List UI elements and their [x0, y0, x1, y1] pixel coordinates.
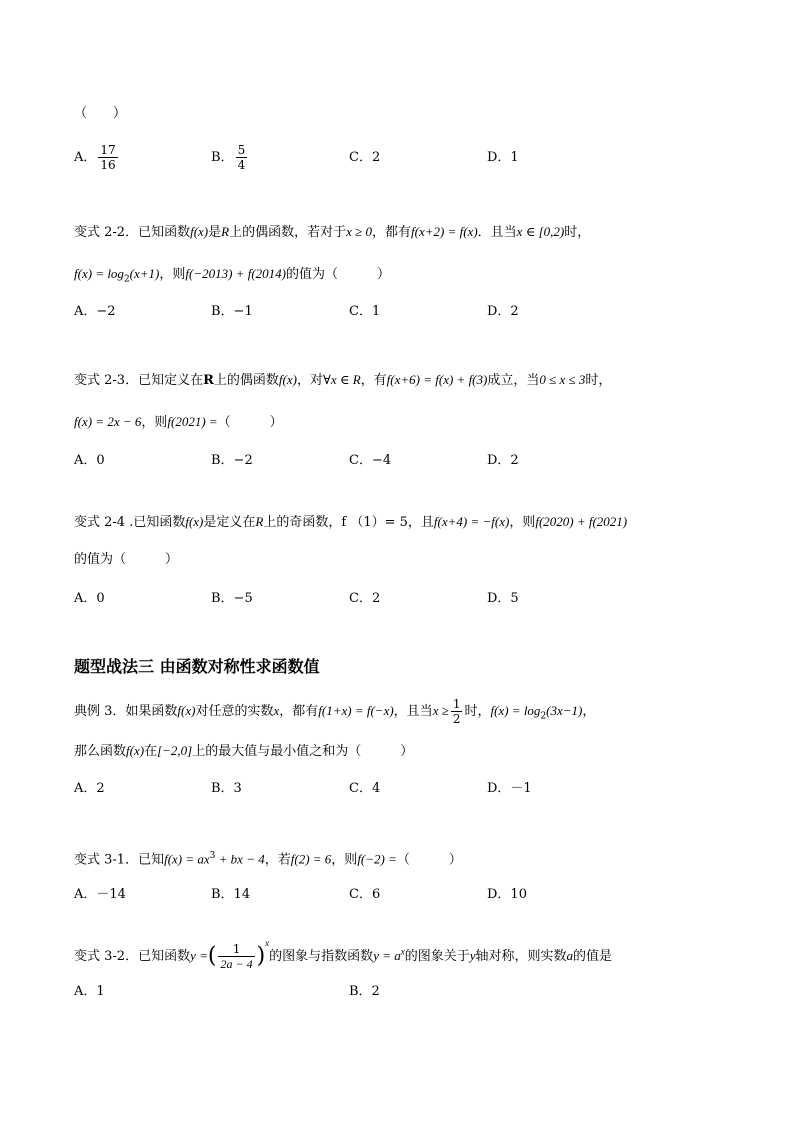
- option-b: [211, 143, 249, 173]
- text: 是: [208, 225, 222, 240]
- text: ，: [582, 704, 596, 719]
- text: 的值是: [573, 949, 613, 964]
- text: 变式 2-2．已知函数: [74, 225, 191, 240]
- math: x ≥: [432, 703, 449, 718]
- text: ，则: [331, 852, 358, 868]
- math: R: [255, 514, 264, 529]
- variant-2-2-line-2: [74, 264, 390, 290]
- math: f(2) = 6: [290, 851, 332, 867]
- math: f(x+2) = f(x): [411, 224, 478, 239]
- math: y = a: [373, 948, 401, 963]
- math: f(x+6) = f(x) + f(3): [386, 372, 488, 387]
- example-3-line-2: [74, 741, 413, 762]
- variant-2-4-line-1: [74, 512, 627, 533]
- option-d: D．10: [487, 887, 527, 902]
- variant-2-2-line-1: [74, 222, 590, 243]
- text: 变式 3-2．已知函数: [74, 949, 191, 964]
- option-a-label: A．: [74, 150, 97, 165]
- options-row-2-3: [74, 446, 734, 476]
- log-base: 2: [540, 711, 547, 722]
- text: ，则: [509, 515, 536, 530]
- text: ，则: [159, 267, 186, 282]
- option-d: D．5: [487, 591, 519, 606]
- math: f(x): [278, 372, 297, 387]
- math: f(x): [190, 224, 209, 239]
- math: x ∈ [0,2): [516, 224, 565, 239]
- text: 是定义在: [203, 515, 256, 530]
- option-a: [74, 143, 120, 173]
- math: x: [273, 703, 280, 718]
- text: 成立，当: [487, 373, 540, 388]
- text: ，若: [264, 852, 291, 868]
- variant-2-3-line-2: [74, 412, 283, 433]
- log-base: 2: [123, 274, 130, 285]
- options-row-top: [74, 143, 734, 173]
- option-c: C．6: [349, 887, 381, 902]
- math: (x+1): [129, 266, 160, 281]
- text: 变式 2-3．已知定义在: [74, 373, 204, 388]
- option-d: D．－1: [487, 781, 532, 796]
- option-a: A．0: [74, 591, 105, 606]
- fraction-17-16: [98, 143, 117, 172]
- option-a: A．2: [74, 781, 105, 796]
- text: 那么函数: [74, 744, 127, 759]
- math: y =: [190, 948, 208, 963]
- fraction-denominator: 2: [452, 712, 461, 726]
- text: 轴对称，则实数: [475, 949, 567, 964]
- fraction-numerator: 5: [237, 143, 246, 157]
- option-b: B．−2: [211, 453, 253, 468]
- math: f(2020) + f(2021): [535, 514, 628, 529]
- text: 上的奇函数，: [263, 515, 342, 530]
- text: （ ）: [217, 415, 283, 430]
- text: 时，: [585, 373, 612, 388]
- option-d: D．1: [487, 150, 519, 165]
- text: 上的偶函数，若对于: [229, 225, 347, 240]
- example-3-line-1: [74, 697, 595, 731]
- question-paren: （ ）: [74, 106, 127, 121]
- option-a: A．−2: [74, 304, 116, 319]
- math: f(x) = log: [490, 703, 541, 718]
- math: f(1+x) = f(−x): [318, 703, 394, 718]
- math: [−2,0]: [157, 743, 193, 758]
- option-c: C．4: [349, 781, 381, 796]
- text: 上的偶函数: [213, 373, 279, 388]
- math: f(−2013) + f(2014): [185, 266, 286, 281]
- exponent: x: [265, 938, 270, 948]
- option-a: A．1: [74, 984, 105, 999]
- math: f(−2) =: [357, 851, 397, 867]
- math: f(x): [177, 703, 196, 718]
- text: ，对: [296, 373, 323, 388]
- option-a: A．－14: [74, 887, 126, 902]
- math: f(x) = 2x − 6: [74, 414, 142, 429]
- text: ，且: [407, 515, 434, 530]
- fraction-denominator: 2a − 4: [220, 957, 253, 971]
- fraction-numerator: 1: [218, 942, 254, 957]
- variant-2-4-line-2: [74, 550, 178, 570]
- option-a: A．0: [74, 453, 105, 468]
- text: 的图象与指数函数: [269, 949, 374, 964]
- option-c: C．1: [349, 304, 381, 319]
- fraction-denominator: 4: [237, 158, 246, 172]
- variant-3-2-line-1: [74, 926, 612, 974]
- option-c: C．2: [349, 591, 381, 606]
- option-c: C．−4: [349, 453, 392, 468]
- fraction-5-4: [236, 143, 248, 172]
- option-b: B．3: [211, 781, 242, 796]
- math: x ≥ 0: [346, 224, 373, 239]
- variant-3-1-line-1: [74, 846, 462, 870]
- text: 的值为（ ）: [285, 267, 390, 282]
- math: f(x) = ax: [164, 851, 210, 867]
- math: a: [566, 948, 574, 963]
- options-row-3-2: [74, 977, 734, 1007]
- text: ，则: [141, 415, 168, 430]
- math: y: [469, 948, 476, 963]
- text: ，且当: [393, 704, 433, 719]
- text: 变式 3-1．已知: [74, 852, 165, 868]
- option-b-label: B．: [211, 150, 234, 165]
- text: ，有: [360, 373, 387, 388]
- math: ∀x ∈ R: [322, 372, 361, 387]
- math: R: [221, 224, 230, 239]
- fraction-numerator: 1: [452, 697, 461, 711]
- math: f(x): [126, 743, 145, 758]
- text: ，都有: [279, 704, 319, 719]
- math: f(2021) =: [167, 414, 218, 429]
- text: 上的最大值与最小值之和为（ ）: [192, 744, 414, 759]
- math: 0 ≤ x ≤ 3: [539, 372, 586, 387]
- right-paren: ): [256, 943, 266, 969]
- fraction-1-2: [451, 697, 463, 726]
- option-b: B．−1: [211, 304, 253, 319]
- text: 的值为（ ）: [74, 552, 179, 567]
- math: (3x−1): [546, 703, 583, 718]
- option-b: B．2: [349, 984, 380, 999]
- left-paren: (: [207, 943, 217, 969]
- text: （ ）: [396, 852, 462, 868]
- option-b: B．−5: [211, 591, 253, 606]
- text: ．且当: [477, 225, 517, 240]
- text: 典例 3．如果函数: [74, 704, 178, 719]
- fraction-1-over-2a-4: [218, 942, 254, 971]
- math: f(x): [185, 514, 204, 529]
- exponent: 3: [209, 851, 216, 861]
- option-b: B．14: [211, 887, 251, 902]
- text: 变式 2-4 .已知函数: [74, 515, 186, 530]
- options-row-ex3: [74, 774, 734, 804]
- option-d: D．2: [487, 304, 519, 319]
- fraction-numerator: 17: [100, 143, 116, 157]
- math: f(x) = log: [74, 266, 124, 281]
- text: 的图象关于: [404, 949, 470, 964]
- text: 对任意的实数: [195, 704, 274, 719]
- text: ，都有: [372, 225, 412, 240]
- fraction-denominator: 16: [100, 158, 116, 172]
- option-c: C．2: [349, 150, 381, 165]
- text: 时，: [564, 225, 591, 240]
- options-row-3-1: [74, 880, 734, 910]
- option-d: D．2: [487, 453, 519, 468]
- options-row-2-2: [74, 297, 734, 327]
- variant-2-3-line-1: [74, 370, 611, 391]
- math: + bx − 4: [215, 851, 265, 867]
- text: f （1）= 5: [341, 515, 408, 530]
- bold-math: R: [203, 373, 214, 388]
- math: f(x+4) = −f(x): [433, 514, 510, 529]
- exponent: x: [400, 946, 405, 957]
- section-heading: 题型战法三 由函数对称性求函数值: [74, 657, 320, 676]
- text: 在: [144, 744, 158, 759]
- text: 时，: [464, 704, 491, 719]
- options-row-2-4: [74, 584, 734, 614]
